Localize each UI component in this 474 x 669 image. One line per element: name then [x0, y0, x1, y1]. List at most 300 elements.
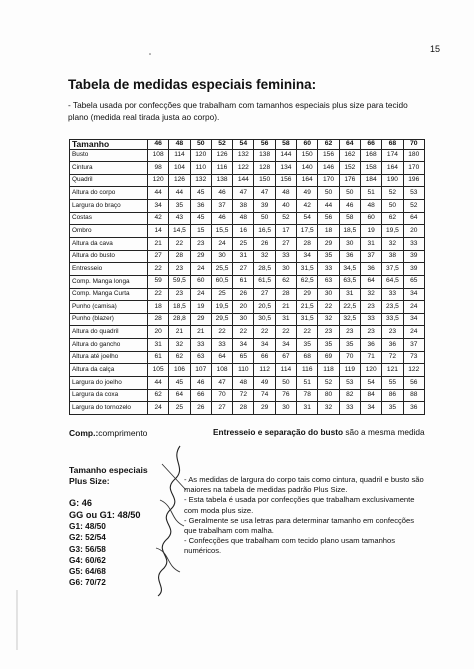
size-column-header: 56 [254, 140, 275, 150]
special-size-item: G1: 48/50 [69, 521, 106, 531]
measurement-value: 52 [275, 212, 296, 225]
size-column-header: 70 [403, 140, 424, 150]
measurement-value: 23,5 [382, 301, 403, 314]
measurement-value: 54 [360, 377, 381, 390]
measurement-value: 110 [190, 162, 211, 175]
note-item: - As medidas de largura do corpo tais como cintura, quadril e busto são maiores na tabela de medidas padrão Plus Size. [184, 475, 424, 495]
abbreviation-note [69, 428, 147, 438]
measurement-value: 23 [360, 326, 381, 339]
measurement-value: 27 [148, 250, 169, 263]
measurement-label: Comp. Manga Curta [70, 288, 148, 301]
note-item: - Esta tabela é usada por confecções que trabalham exclusivamente com moda plus size. [184, 495, 415, 515]
measurement-value: 52 [403, 200, 424, 213]
measurement-value: 35 [318, 250, 339, 263]
table-row [70, 187, 425, 200]
measurement-value: 98 [148, 162, 169, 175]
size-column-header: 46 [148, 140, 169, 150]
size-column-header: 62 [318, 140, 339, 150]
measurement-value: 132 [233, 149, 254, 162]
measurement-label: Largura do tornozelo [70, 402, 148, 415]
table-row [70, 275, 425, 288]
measurement-value: 62 [148, 389, 169, 402]
measurement-value: 22 [275, 326, 296, 339]
measurement-value: 70 [211, 389, 232, 402]
measurement-value: 22,5 [339, 301, 360, 314]
measurement-value: 37 [403, 339, 424, 352]
measurement-value: 32 [382, 237, 403, 250]
measurement-value: 23 [169, 288, 190, 301]
note-item: - Geralmente se usa letras para determinar tamanho em confecções que trabalham com malha. [184, 515, 415, 536]
measurement-value: 27 [254, 288, 275, 301]
measurement-value: 28 [297, 237, 318, 250]
measurement-value: 18 [318, 225, 339, 238]
measurement-value: 132 [190, 174, 211, 187]
special-size-item: G: 46 [69, 498, 92, 508]
measurement-value: 46 [339, 200, 360, 213]
measurement-value: 33 [382, 288, 403, 301]
measurement-value: 29,5 [211, 313, 232, 326]
measurement-value: 35 [339, 339, 360, 352]
measurement-value: 32 [318, 313, 339, 326]
measurement-value: 60,5 [211, 275, 232, 288]
measurement-value: 50 [275, 377, 296, 390]
measurement-value: 49 [297, 187, 318, 200]
measurement-value: 63,5 [339, 275, 360, 288]
measurement-value: 74 [254, 389, 275, 402]
table-row [70, 237, 425, 250]
special-sizes-title [69, 465, 148, 487]
measurement-value: 61 [233, 275, 254, 288]
measurement-value: 31 [233, 250, 254, 263]
measurement-value: 44 [169, 187, 190, 200]
measurement-value: 48 [275, 187, 296, 200]
size-column-header: 68 [382, 140, 403, 150]
measurement-value: 32 [169, 339, 190, 352]
measurement-value: 16 [233, 225, 254, 238]
measurement-value: 37 [211, 200, 232, 213]
measurement-value: 164 [382, 162, 403, 175]
measurement-value: 73 [403, 351, 424, 364]
measurement-value: 180 [403, 149, 424, 162]
measurement-value: 134 [275, 162, 296, 175]
measurement-value: 108 [211, 364, 232, 377]
table-row [70, 301, 425, 314]
measurement-value: 82 [339, 389, 360, 402]
size-column-header: 64 [339, 140, 360, 150]
measurement-label: Altura do quadril [70, 326, 148, 339]
measurement-value: 20 [403, 225, 424, 238]
measurement-value: 62 [275, 275, 296, 288]
measurement-value: 72 [233, 389, 254, 402]
measurement-value: 16,5 [254, 225, 275, 238]
measurement-value: 33 [339, 402, 360, 415]
measurement-value: 144 [275, 149, 296, 162]
page-title: Tabela de medidas especiais feminina: [68, 77, 317, 92]
measurement-value: 21 [275, 301, 296, 314]
notes-list [184, 475, 424, 557]
measurement-value: 22 [148, 288, 169, 301]
measurement-value: 23 [169, 263, 190, 276]
measurement-value: 50 [318, 187, 339, 200]
measurement-value: 33 [360, 313, 381, 326]
table-row [70, 174, 425, 187]
measurement-value: 42 [148, 212, 169, 225]
measurement-value: 27 [211, 402, 232, 415]
measurement-value: 152 [339, 162, 360, 175]
measurement-value: 64 [169, 389, 190, 402]
table-row [70, 288, 425, 301]
measurement-value: 58 [339, 212, 360, 225]
measurement-value: 138 [211, 174, 232, 187]
measurement-value: 17,5 [297, 225, 318, 238]
measurement-value: 21,5 [297, 301, 318, 314]
measurement-label: Comp. Manga longa [70, 275, 148, 288]
measurement-value: 39 [403, 263, 424, 276]
measurement-value: 25,5 [211, 263, 232, 276]
table-row [70, 225, 425, 238]
measurement-value: 52 [382, 187, 403, 200]
measurement-value: 32 [360, 288, 381, 301]
table-body [70, 149, 425, 415]
measurement-value: 28 [169, 250, 190, 263]
measurement-value: 31 [297, 402, 318, 415]
measurement-label: Busto [70, 149, 148, 162]
size-header-label: Tamanho [70, 140, 148, 150]
measurement-value: 34 [403, 313, 424, 326]
measurement-value: 34 [148, 200, 169, 213]
measurement-value: 23 [382, 326, 403, 339]
measurement-value: 22 [169, 237, 190, 250]
measurement-value: 26 [254, 237, 275, 250]
measurement-value: 22 [233, 326, 254, 339]
measurement-value: 33 [403, 237, 424, 250]
measurement-value: 24 [403, 301, 424, 314]
measurement-value: 23 [318, 326, 339, 339]
measurement-value: 54 [297, 212, 318, 225]
measurement-value: 28,8 [169, 313, 190, 326]
measurement-value: 59 [148, 275, 169, 288]
measurement-value: 112 [254, 364, 275, 377]
measurement-value: 119 [339, 364, 360, 377]
measurement-value: 24 [148, 402, 169, 415]
measurement-value: 36 [403, 402, 424, 415]
measurement-value: 140 [297, 162, 318, 175]
measurement-value: 35 [297, 339, 318, 352]
measurement-value: 118 [318, 364, 339, 377]
measurement-value: 72 [382, 351, 403, 364]
measurement-value: 24 [190, 288, 211, 301]
measurement-value: 53 [403, 187, 424, 200]
measurement-value: 45 [169, 377, 190, 390]
measurement-value: 35 [318, 339, 339, 352]
measurement-value: 108 [148, 149, 169, 162]
measurement-label: Ombro [70, 225, 148, 238]
measurement-value: 18,5 [339, 225, 360, 238]
measurement-value: 30,5 [254, 313, 275, 326]
measurement-value: 70 [339, 351, 360, 364]
measurement-value: 150 [254, 174, 275, 187]
measurement-value: 36 [339, 250, 360, 263]
measurement-value: 47 [211, 377, 232, 390]
measurement-value: 196 [403, 174, 424, 187]
measurement-value: 23 [190, 237, 211, 250]
measurement-value: 164 [297, 174, 318, 187]
measurement-value: 24 [211, 237, 232, 250]
measurement-value: 76 [275, 389, 296, 402]
measurement-value: 26 [190, 402, 211, 415]
measurement-value: 71 [360, 351, 381, 364]
measurement-value: 34 [297, 250, 318, 263]
measurement-value: 52 [318, 377, 339, 390]
measurement-value: 20,5 [254, 301, 275, 314]
measurement-value: 32 [318, 402, 339, 415]
measurement-value: 114 [275, 364, 296, 377]
measurement-label: Largura do joelho [70, 377, 148, 390]
measurement-label: Entresseio [70, 263, 148, 276]
measurement-value: 170 [403, 162, 424, 175]
measurement-value: 30 [233, 313, 254, 326]
measurement-value: 31,5 [297, 263, 318, 276]
measurement-value: 88 [403, 389, 424, 402]
measurement-value: 106 [169, 364, 190, 377]
measurement-value: 66 [254, 351, 275, 364]
measurement-value: 146 [318, 162, 339, 175]
measurement-value: 23 [339, 326, 360, 339]
table-row [70, 162, 425, 175]
measurement-value: 32 [254, 250, 275, 263]
measurement-value: 29 [297, 288, 318, 301]
measurement-value: 21 [190, 326, 211, 339]
table-row [70, 313, 425, 326]
measurement-value: 32,5 [339, 313, 360, 326]
measurement-value: 33 [318, 263, 339, 276]
size-column-header: 54 [233, 140, 254, 150]
intro-text: - Tabela usada por confecções que trabalham com tamanhos especiais plus size para tecido plano (medida real tirada justa ao corpo). [68, 100, 408, 122]
measurement-value: 33 [211, 339, 232, 352]
measurement-value: 61,5 [254, 275, 275, 288]
measurement-value: 62,5 [297, 275, 318, 288]
measurement-label: Punho (camisa) [70, 301, 148, 314]
table-header-row [70, 140, 425, 150]
table-row [70, 212, 425, 225]
special-size-item: GG ou G1: 48/50 [69, 510, 141, 520]
measurement-value: 66 [190, 389, 211, 402]
measurement-value: 126 [169, 174, 190, 187]
measurement-value: 31 [360, 237, 381, 250]
measurement-value: 27 [233, 263, 254, 276]
measurement-value: 46 [190, 377, 211, 390]
measurement-value: 174 [382, 149, 403, 162]
measurement-value: 33,5 [382, 313, 403, 326]
measurement-value: 40 [275, 200, 296, 213]
measurement-value: 78 [297, 389, 318, 402]
measurement-value: 31 [339, 288, 360, 301]
table-row [70, 351, 425, 364]
measurement-value: 25 [211, 288, 232, 301]
measurement-value: 17 [275, 225, 296, 238]
size-column-header: 48 [169, 140, 190, 150]
measurement-label: Altura do busto [70, 250, 148, 263]
measurement-value: 47 [254, 187, 275, 200]
measurement-value: 30 [339, 237, 360, 250]
measurement-value: 29 [190, 250, 211, 263]
measurement-value: 18 [148, 301, 169, 314]
measurement-value: 24 [403, 326, 424, 339]
measurement-value: 60 [190, 275, 211, 288]
measurement-value: 38 [382, 250, 403, 263]
measurements-table [69, 139, 425, 415]
measurement-value: 48 [233, 377, 254, 390]
measurement-value: 69 [318, 351, 339, 364]
measurement-value: 37,5 [382, 263, 403, 276]
measurement-value: 36 [360, 339, 381, 352]
measurement-value: 33 [190, 339, 211, 352]
measurement-value: 19,5 [211, 301, 232, 314]
measurement-value: 19 [360, 225, 381, 238]
measurement-value: 104 [169, 162, 190, 175]
measurement-value: 15 [190, 225, 211, 238]
measurement-value: 22 [254, 326, 275, 339]
measurement-value: 29 [318, 237, 339, 250]
measurement-value: 55 [382, 377, 403, 390]
measurement-value: 25 [169, 402, 190, 415]
table-row [70, 326, 425, 339]
measurement-value: 28 [233, 402, 254, 415]
measurement-value: 22 [297, 326, 318, 339]
measurement-value: 47 [233, 187, 254, 200]
measurement-value: 156 [318, 149, 339, 162]
measurement-value: 68 [297, 351, 318, 364]
measurement-value: 48 [233, 212, 254, 225]
measurement-value: 50 [382, 200, 403, 213]
measurement-value: 42 [297, 200, 318, 213]
measurement-value: 51 [360, 187, 381, 200]
measurement-value: 19 [190, 301, 211, 314]
measurement-value: 64 [360, 275, 381, 288]
measurement-value: 121 [382, 364, 403, 377]
measurement-value: 35 [382, 402, 403, 415]
special-size-item: G4: 60/62 [69, 554, 106, 565]
measurement-value: 128 [254, 162, 275, 175]
measurement-label: Altura da calça [70, 364, 148, 377]
measurement-value: 19,5 [382, 225, 403, 238]
size-column-header: 58 [275, 140, 296, 150]
measurement-value: 63 [190, 351, 211, 364]
size-column-header: 60 [297, 140, 318, 150]
table-row [70, 263, 425, 276]
measurement-value: 51 [297, 377, 318, 390]
measurement-value: 50 [254, 212, 275, 225]
measurement-value: 138 [254, 149, 275, 162]
table-row [70, 402, 425, 415]
table-row [70, 149, 425, 162]
measurement-value: 43 [169, 212, 190, 225]
measurement-value: 60 [360, 212, 381, 225]
measurement-value: 14,5 [169, 225, 190, 238]
measurement-value: 34 [254, 339, 275, 352]
measurement-value: 65 [403, 275, 424, 288]
measurement-value: 116 [297, 364, 318, 377]
measurement-label: Altura até joelho [70, 351, 148, 364]
measurement-value: 86 [382, 389, 403, 402]
measurement-label: Quadril [70, 174, 148, 187]
measurement-value: 45 [190, 212, 211, 225]
measurement-value: 30 [318, 288, 339, 301]
measurement-value: 14 [148, 225, 169, 238]
measurement-label: Costas [70, 212, 148, 225]
measurement-value: 30 [211, 250, 232, 263]
measurement-value: 120 [190, 149, 211, 162]
measurement-value: 64 [211, 351, 232, 364]
measurement-value: 105 [148, 364, 169, 377]
measurement-value: 36 [360, 263, 381, 276]
measurement-label: Altura do gancho [70, 339, 148, 352]
measurement-value: 23 [360, 301, 381, 314]
measurement-label: Altura da cava [70, 237, 148, 250]
measurement-value: 168 [360, 149, 381, 162]
measurement-value: 170 [318, 174, 339, 187]
measurement-value: 44 [148, 187, 169, 200]
table-row [70, 389, 425, 402]
measurement-value: 116 [211, 162, 232, 175]
measurement-value: 34,5 [339, 263, 360, 276]
measurement-value: 62 [169, 351, 190, 364]
measurement-value: 44 [318, 200, 339, 213]
measurement-value: 122 [403, 364, 424, 377]
scan-speck [148, 52, 152, 56]
measurement-value: 176 [339, 174, 360, 187]
special-size-item: G6: 70/72 [69, 577, 106, 588]
size-column-header: 66 [360, 140, 381, 150]
measurement-value: 144 [233, 174, 254, 187]
special-size-item: G3: 56/58 [69, 543, 106, 554]
measurement-value: 24 [190, 263, 211, 276]
measurement-value: 162 [339, 149, 360, 162]
measurement-label: Punho (blazer) [70, 313, 148, 326]
abbreviation-key: Comp.: [69, 428, 99, 438]
measurement-value: 36 [190, 200, 211, 213]
measurement-value: 61 [148, 351, 169, 364]
measurement-value: 110 [233, 364, 254, 377]
page-number: 15 [429, 44, 440, 54]
measurement-value: 25 [233, 237, 254, 250]
measurement-value: 34 [233, 339, 254, 352]
measurement-value: 107 [190, 364, 211, 377]
measurement-value: 80 [318, 389, 339, 402]
measurement-value: 45 [190, 187, 211, 200]
table-row [70, 377, 425, 390]
scan-edge-line [16, 590, 20, 650]
measurement-value: 158 [360, 162, 381, 175]
measurement-value: 39 [403, 250, 424, 263]
measurement-value: 37 [360, 250, 381, 263]
measurement-value: 33 [275, 250, 296, 263]
abbreviation-meaning: comprimento [98, 428, 148, 438]
measurement-value: 28 [275, 288, 296, 301]
measurement-value: 67 [275, 351, 296, 364]
measurement-value: 22 [148, 263, 169, 276]
measurement-label: Altura do corpo [70, 187, 148, 200]
measurement-value: 31,5 [297, 313, 318, 326]
table-row [70, 339, 425, 352]
measurement-value: 56 [403, 377, 424, 390]
measurement-value: 20 [233, 301, 254, 314]
measurement-value: 20 [148, 326, 169, 339]
note-item: - Confecções que trabalham com tecido plano usam tamanhos numéricos. [184, 536, 396, 556]
measurement-value: 156 [275, 174, 296, 187]
measurement-value: 22 [318, 301, 339, 314]
measurement-value: 84 [360, 389, 381, 402]
